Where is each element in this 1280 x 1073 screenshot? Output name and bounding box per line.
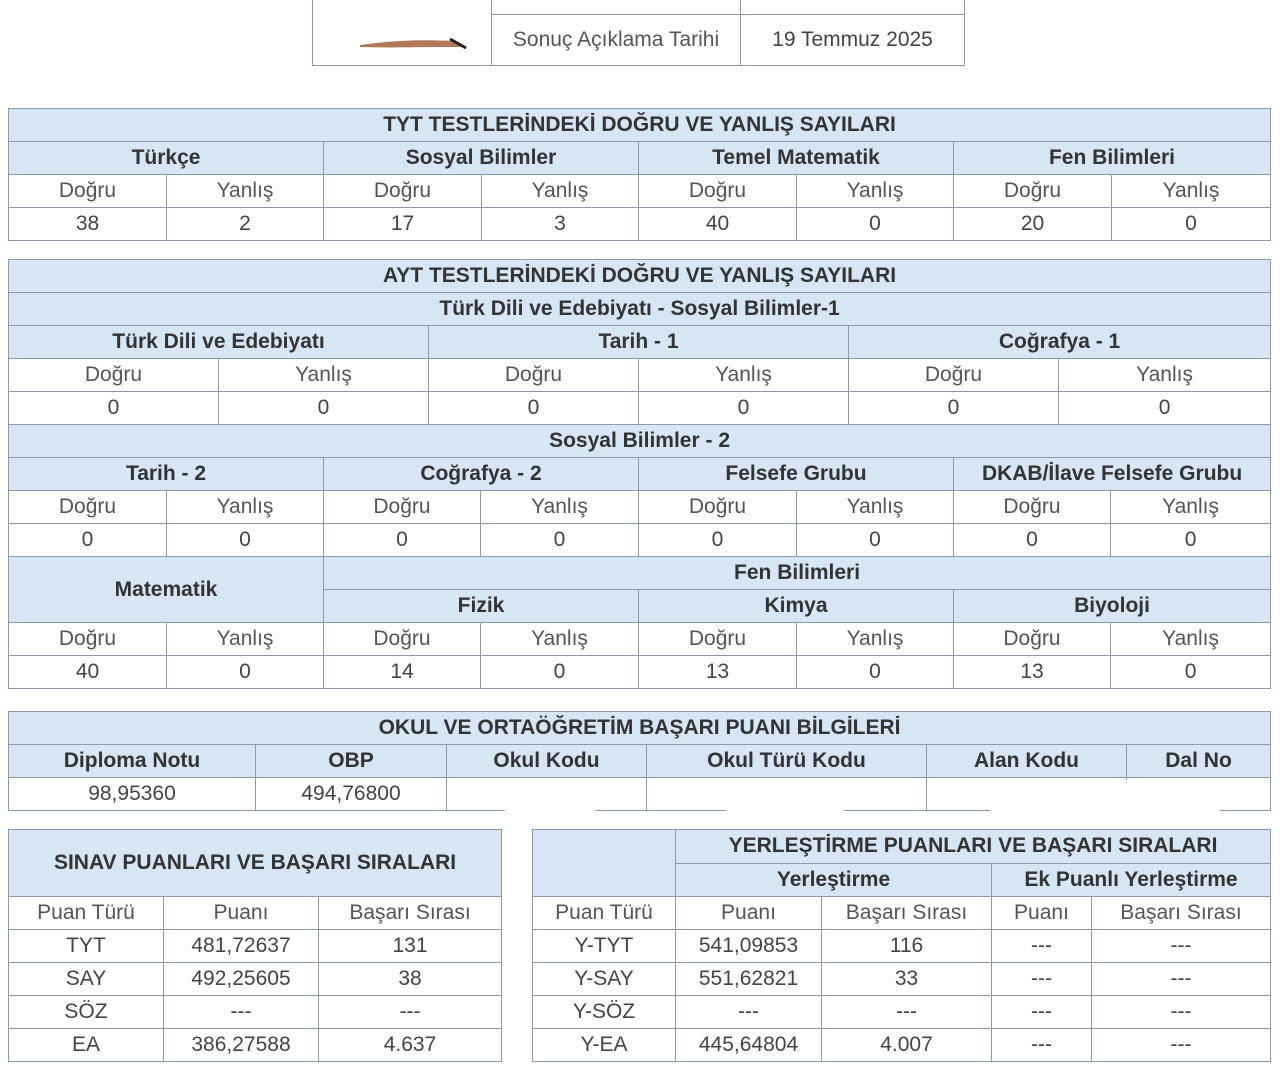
ayt-group1-title: Türk Dili ve Edebiyatı - Sosyal Bilimler-1 [9,293,1271,326]
tyt-matematik-yanlis: 0 [797,208,954,241]
ek-puan-cell: --- [992,996,1092,1029]
sira-cell: 116 [822,930,992,963]
puan-cell: 481,72637 [164,930,319,963]
yanlis-label: Yanlış [219,359,429,392]
yerlestirme-title: YERLEŞTİRME PUANLARI VE BAŞARI SIRALARI [676,830,1271,864]
basari-sirasi-header: Başarı Sırası [319,897,502,930]
yanlis-label: Yanlış [639,359,849,392]
dogru-label: Doğru [954,623,1111,656]
yerlestirme-table [532,829,1271,1062]
tyt-subject-turkce: Türkçe [9,142,324,175]
ek-sira-cell: --- [1092,996,1271,1029]
tyt-subject-sosyal: Sosyal Bilimler [324,142,639,175]
tyt-title: TYT TESTLERİNDEKİ DOĞRU VE YANLIŞ SAYILARI [9,109,1271,142]
redaction-mark [720,782,850,818]
okul-title: OKUL VE ORTAÖĞRETİM BAŞARI PUANI BİLGİLERİ [9,712,1271,745]
obp-header: OBP [256,745,447,778]
dal-no-header: Dal No [1127,745,1271,778]
result-date-value: 19 Temmuz 2025 [741,15,965,66]
puan-cell: 541,09853 [676,930,822,963]
okul-kodu-header: Okul Kodu [447,745,647,778]
table-row [9,996,502,1029]
tyt-sosyal-yanlis: 3 [482,208,639,241]
dogru-label: Doğru [639,491,797,524]
puan-turu-header: Puan Türü [9,897,164,930]
alan-kodu-header: Alan Kodu [927,745,1127,778]
dogru-label: Doğru [954,491,1111,524]
ayt-kimya-yanlis: 0 [797,656,954,689]
ek-sira-cell: --- [1092,963,1271,996]
yanlis-label: Yanlış [1059,359,1271,392]
ayt-subject-matematik: Matematik [9,557,324,623]
tyt-matematik-dogru: 40 [639,208,797,241]
ayt-subject-tarih1: Tarih - 1 [429,326,849,359]
ayt-subject-tarih2: Tarih - 2 [9,458,324,491]
result-date-label: Sonuç Açıklama Tarihi [492,15,741,66]
dogru-label: Doğru [9,175,167,208]
ayt-cografya1-yanlis: 0 [1059,392,1271,425]
ayt-tarih2-dogru: 0 [9,524,167,557]
ayt-fen-title: Fen Bilimleri [324,557,1271,590]
sira-cell: 4.007 [822,1029,992,1062]
redaction-mark [990,780,1220,828]
tyt-sosyal-dogru: 17 [324,208,482,241]
sira-cell: 33 [822,963,992,996]
puan-cell: 492,25605 [164,963,319,996]
signature-mark [358,33,468,53]
table-row [9,930,502,963]
ek-sira-cell: --- [1092,1029,1271,1062]
puan-turu-cell: Y-SÖZ [533,996,676,1029]
ayt-cografya2-dogru: 0 [324,524,481,557]
puani-header: Puanı [164,897,319,930]
ayt-subject-kimya: Kimya [639,590,954,623]
table-row [9,963,502,996]
yanlis-label: Yanlış [482,175,639,208]
dogru-label: Doğru [849,359,1059,392]
puan-cell: 445,64804 [676,1029,822,1062]
yanlis-label: Yanlış [797,623,954,656]
yanlis-label: Yanlış [1111,491,1271,524]
dogru-label: Doğru [324,623,481,656]
puan-cell: --- [164,996,319,1029]
ayt-subject-cografya2: Coğrafya - 2 [324,458,639,491]
puan-cell: --- [676,996,822,1029]
tyt-turkce-dogru: 38 [9,208,167,241]
ayt-biyoloji-dogru: 13 [954,656,1111,689]
puan-turu-cell: SÖZ [9,996,164,1029]
tyt-subject-matematik: Temel Matematik [639,142,954,175]
ek-puan-cell: --- [992,930,1092,963]
puan-turu-header: Puan Türü [533,897,676,930]
ayt-cografya2-yanlis: 0 [481,524,639,557]
ayt-matematik-dogru: 40 [9,656,167,689]
yanlis-label: Yanlış [1112,175,1271,208]
puan-turu-cell: SAY [9,963,164,996]
puan-turu-cell: TYT [9,930,164,963]
puan-cell: 386,27588 [164,1029,319,1062]
ayt-fizik-dogru: 14 [324,656,481,689]
ayt-group2-title: Sosyal Bilimler - 2 [9,425,1271,458]
table-row [533,930,1271,963]
ayt-title: AYT TESTLERİNDEKİ DOĞRU VE YANLIŞ SAYILARI [9,260,1271,293]
basari-sirasi-header: Başarı Sırası [822,897,992,930]
yanlis-label: Yanlış [797,175,954,208]
yanlis-label: Yanlış [797,491,954,524]
yanlis-label: Yanlış [1111,623,1271,656]
ayt-subject-edebiyat: Türk Dili ve Edebiyatı [9,326,429,359]
puani-header: Puanı [676,897,822,930]
yanlis-label: Yanlış [481,491,639,524]
dogru-label: Doğru [9,491,167,524]
ayt-tarih2-yanlis: 0 [167,524,324,557]
ayt-kimya-dogru: 13 [639,656,797,689]
ayt-dkab-yanlis: 0 [1111,524,1271,557]
ayt-dkab-dogru: 0 [954,524,1111,557]
dogru-label: Doğru [9,623,167,656]
table-row [533,963,1271,996]
dogru-label: Doğru [639,623,797,656]
ayt-biyoloji-yanlis: 0 [1111,656,1271,689]
ayt-subject-biyoloji: Biyoloji [954,590,1271,623]
sira-cell: --- [319,996,502,1029]
ayt-tarih1-yanlis: 0 [639,392,849,425]
sinav-table [8,829,502,1062]
okul-turu-header: Okul Türü Kodu [647,745,927,778]
puan-turu-cell: Y-TYT [533,930,676,963]
dogru-label: Doğru [324,491,481,524]
sira-cell: 131 [319,930,502,963]
redaction-mark [500,782,600,818]
dogru-label: Doğru [639,175,797,208]
ayt-felsefe-dogru: 0 [639,524,797,557]
ayt-subject-felsefe: Felsefe Grubu [639,458,954,491]
sira-cell: 4.637 [319,1029,502,1062]
tyt-fen-yanlis: 0 [1112,208,1271,241]
yanlis-label: Yanlış [167,175,324,208]
puan-turu-cell: Y-EA [533,1029,676,1062]
ayt-fizik-yanlis: 0 [481,656,639,689]
sira-cell: 38 [319,963,502,996]
yanlis-label: Yanlış [167,491,324,524]
yanlis-label: Yanlış [167,623,324,656]
ayt-felsefe-yanlis: 0 [797,524,954,557]
ek-sira-cell: --- [1092,930,1271,963]
ayt-edebiyat-yanlis: 0 [219,392,429,425]
sira-cell: --- [822,996,992,1029]
dogru-label: Doğru [429,359,639,392]
ayt-cografya1-dogru: 0 [849,392,1059,425]
ayt-matematik-yanlis: 0 [167,656,324,689]
puan-turu-cell: EA [9,1029,164,1062]
tyt-turkce-yanlis: 2 [167,208,324,241]
diploma-header: Diploma Notu [9,745,256,778]
ayt-subject-cografya1: Coğrafya - 1 [849,326,1271,359]
yanlis-label: Yanlış [481,623,639,656]
dogru-label: Doğru [324,175,482,208]
diploma-value: 98,95360 [9,778,256,811]
dogru-label: Doğru [954,175,1112,208]
table-row [533,996,1271,1029]
puan-turu-cell: Y-SAY [533,963,676,996]
ayt-table [8,259,1271,689]
table-row [9,1029,502,1062]
ek-puan-cell: --- [992,963,1092,996]
ek-basari-sirasi-header: Başarı Sırası [1092,897,1271,930]
ayt-edebiyat-dogru: 0 [9,392,219,425]
table-row [533,1029,1271,1062]
ayt-subject-dkab: DKAB/İlave Felsefe Grubu [954,458,1271,491]
puan-cell: 551,62821 [676,963,822,996]
yerlestirme-header: Yerleştirme [676,863,992,897]
tyt-table [8,108,1271,241]
dogru-label: Doğru [9,359,219,392]
sinav-title: SINAV PUANLARI VE BAŞARI SIRALARI [9,830,502,897]
tyt-fen-dogru: 20 [954,208,1112,241]
ek-puan-cell: --- [992,1029,1092,1062]
ek-puani-header: Puanı [992,897,1092,930]
ayt-subject-fizik: Fizik [324,590,639,623]
ek-puanli-header: Ek Puanlı Yerleştirme [992,863,1271,897]
obp-value: 494,76800 [256,778,447,811]
ayt-tarih1-dogru: 0 [429,392,639,425]
tyt-subject-fen: Fen Bilimleri [954,142,1271,175]
